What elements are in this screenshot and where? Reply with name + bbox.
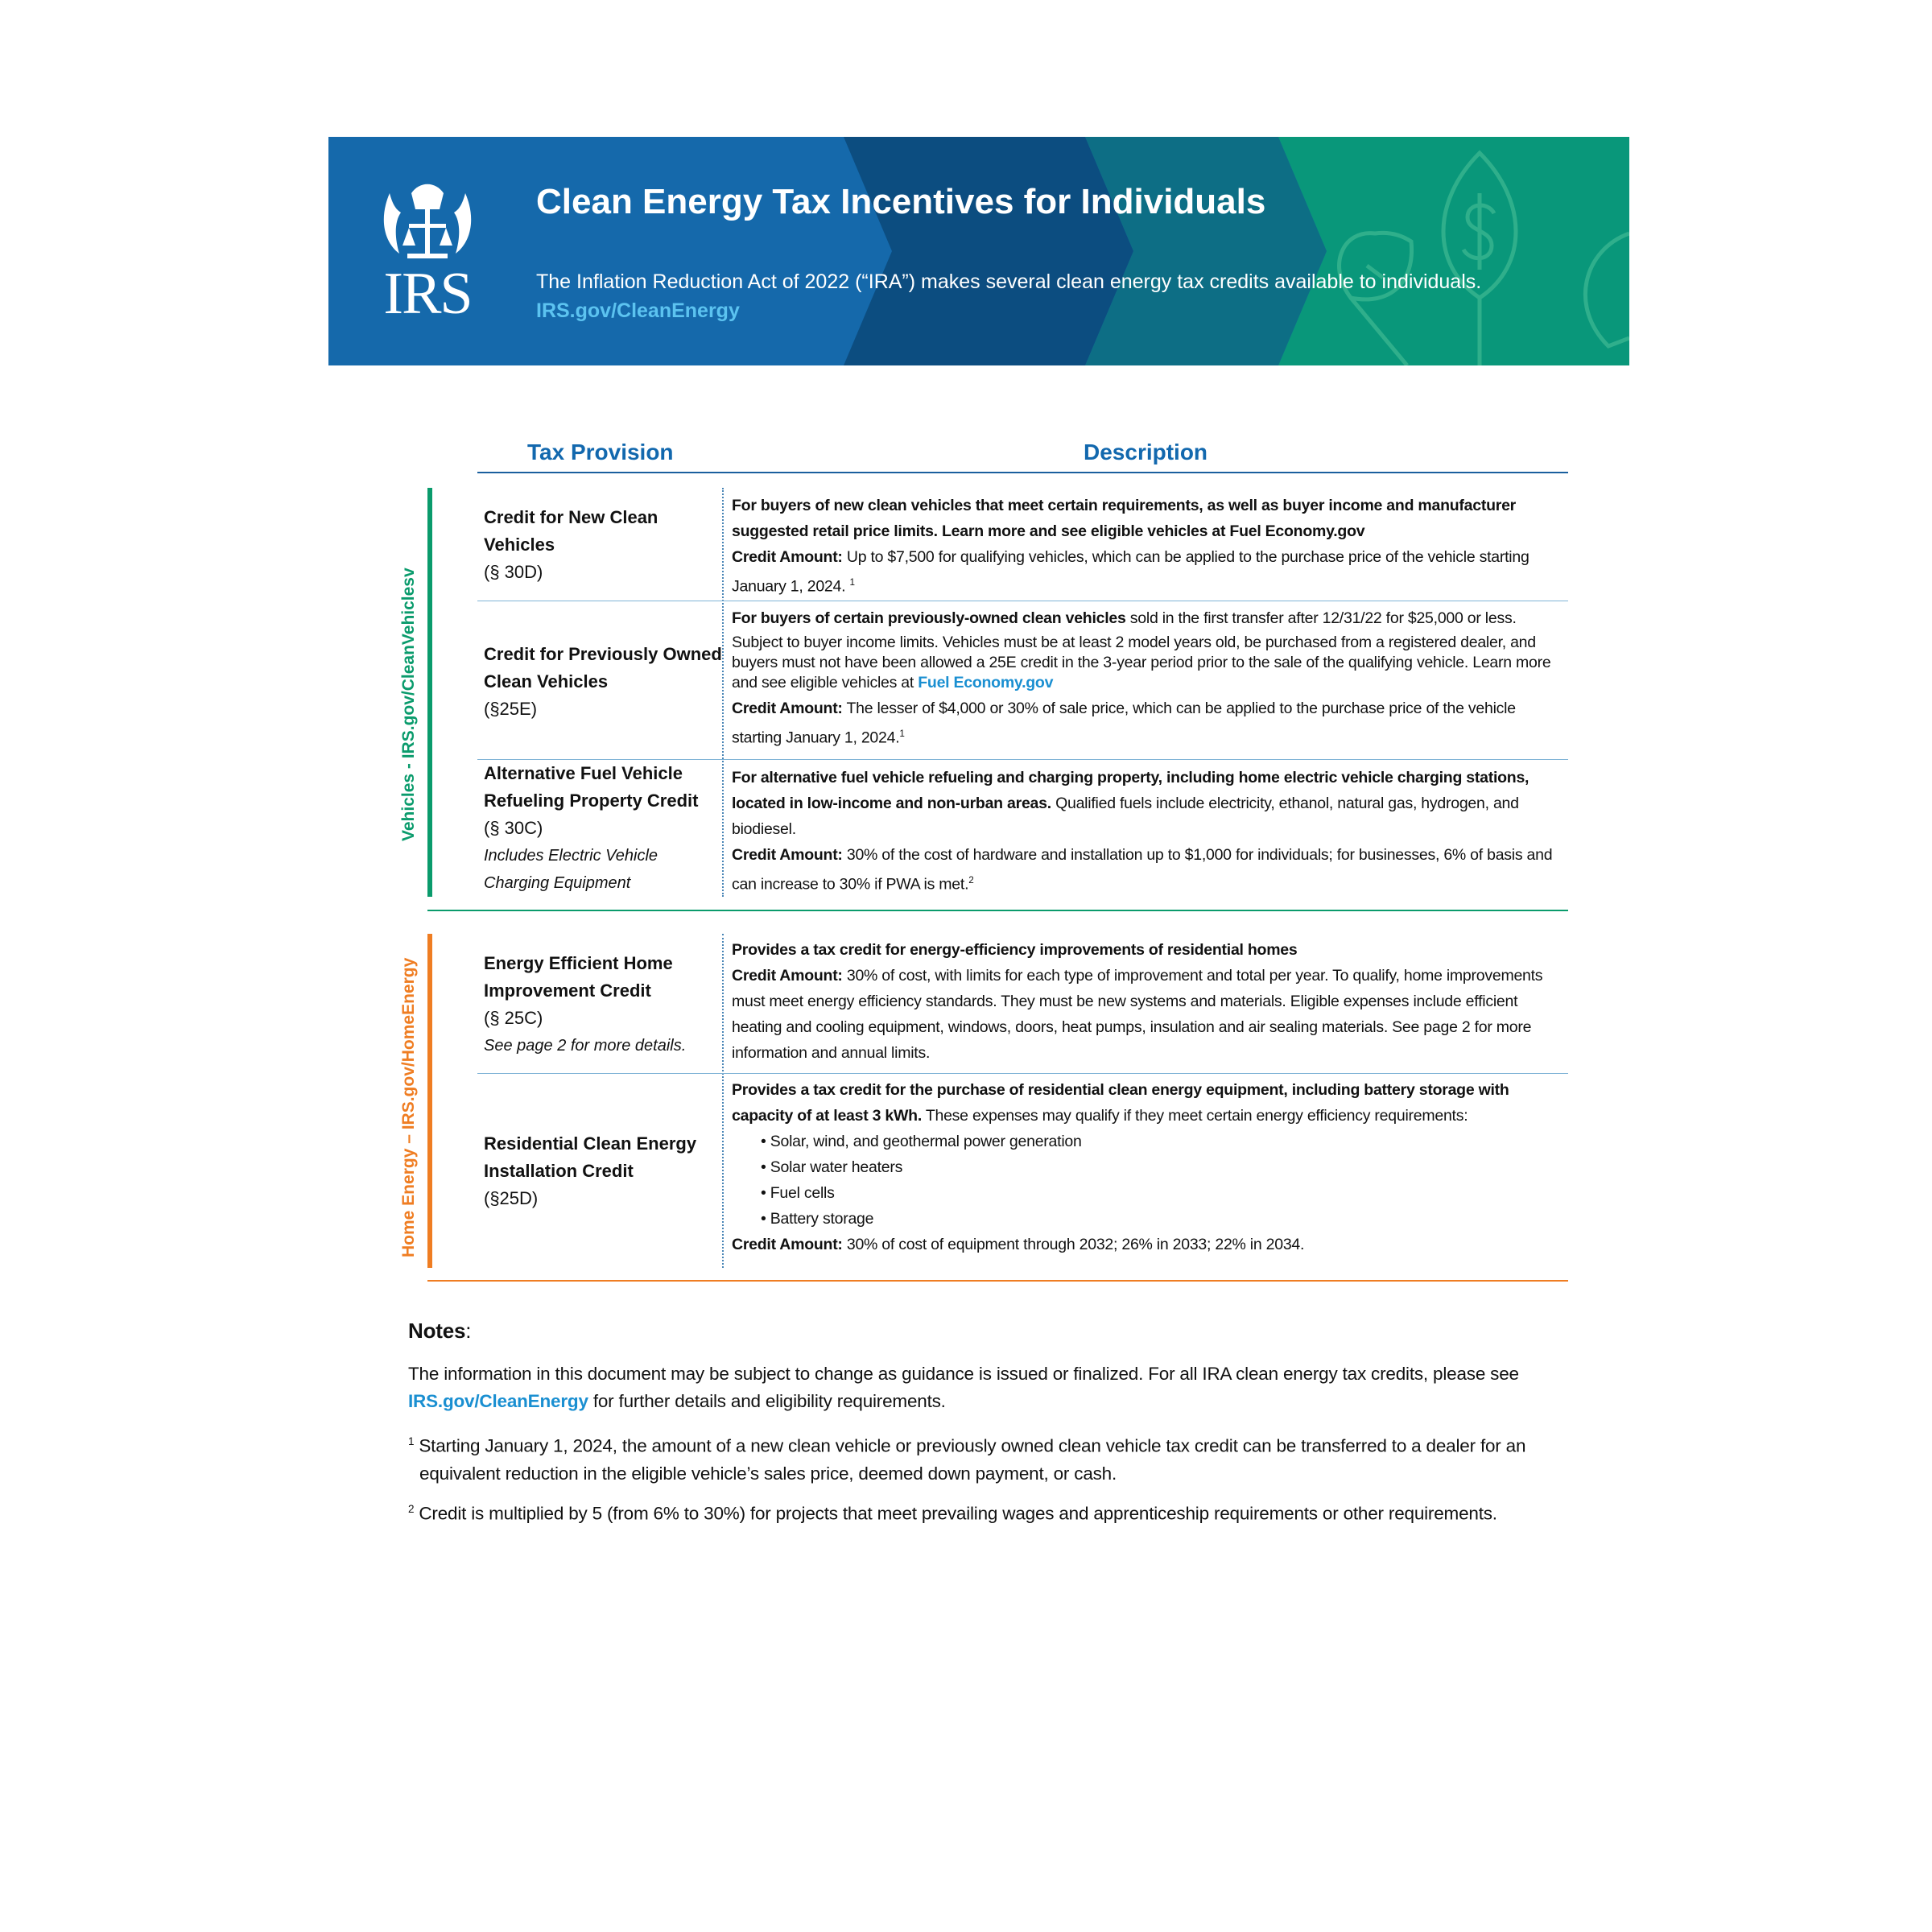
credit-amount-text: 30% of cost of equipment through 2032; 26% in 2033; 22% in 2034. — [842, 1236, 1305, 1253]
bullet-item: • Fuel cells — [761, 1184, 835, 1202]
credit-amount-label: Credit Amount: — [732, 548, 843, 566]
eagle-emblem-icon — [375, 177, 480, 266]
credit-amount-text: 30% of cost, with limits for each type of improvement and total per year. To qualify, home improvements must meet energy efficiency standards. They must be new systems and materials. Eligible expenses include efficient heating and cooling equipment, windows, doors, heat pumps, insulation and air sealing materials. See page 2 for more information and annual limits. — [732, 967, 1543, 1062]
provision-name: Energy Efficient Home Improvement Credit — [484, 953, 673, 1001]
page-title: Clean Energy Tax Incentives for Individuals — [536, 182, 1266, 221]
credit-amount-text: Up to $7,500 for qualifying vehicles, which can be applied to the purchase price of the vehicle starting January 1, 2024. — [732, 548, 1530, 596]
bullet-item: • Solar water heaters — [761, 1158, 903, 1176]
description-new-clean-vehicles — [732, 493, 1569, 600]
provision-section: (§ 30C) — [484, 818, 543, 838]
provision-home-improvement — [484, 950, 725, 1059]
page-subtitle: The Inflation Reduction Act of 2022 (“IRA”) makes several clean energy tax credits available to individuals. — [536, 270, 1482, 293]
provision-section: (§25D) — [484, 1188, 539, 1208]
provision-section: (§ 30D) — [484, 562, 543, 582]
irs-logo — [375, 177, 480, 330]
provision-name: Alternative Fuel Vehicle Refueling Property Credit — [484, 763, 699, 811]
provision-previously-owned-vehicles — [484, 641, 725, 723]
vehicles-group-label: Vehicles - IRS.gov/CleanVehiclesv — [399, 568, 418, 841]
footnote-mark: 1 — [408, 1435, 415, 1447]
credit-amount-label: Credit Amount: — [732, 846, 843, 864]
home-group-label: Home Energy – IRS.gov/HomeEnergy — [399, 957, 418, 1257]
description-detail: Subject to buyer income limits. Vehicles must be at least 2 model years old, be purchased from a registered dealer, and buyers must not have been allowed a 25E credit in the 3-year period prior to the sale of the qualifying vehicle. Learn more and see eligible vehicles at — [732, 634, 1551, 691]
description-lead: Provides a tax credit for energy-efficiency improvements of residential homes — [732, 941, 1298, 959]
description-lead: Provides a tax credit for the purchase of residential clean energy equipment, including battery storage with capacity of at least 3 kWh. — [732, 1081, 1509, 1125]
credit-amount-label: Credit Amount: — [732, 1236, 843, 1253]
provision-name: Credit for New Clean Vehicles — [484, 507, 658, 555]
footnote-text: Starting January 1, 2024, the amount of a new clean vehicle or previously owned clean vehicle tax credit can be transferred to a dealer for an equivalent reduction in the eligible vehicle’s sales price, deemed down payment, or cash. — [414, 1435, 1526, 1484]
vehicles-group-rule — [427, 910, 1568, 911]
notes-heading-colon: : — [465, 1319, 472, 1343]
description-text: These expenses may qualify if they meet certain energy efficiency requirements: — [922, 1107, 1468, 1125]
description-alternative-fuel — [732, 765, 1569, 898]
clean-energy-link[interactable]: IRS.gov/CleanEnergy — [536, 299, 740, 322]
row-divider — [477, 1073, 1568, 1074]
footnote-ref: 2 — [968, 875, 974, 886]
description-text: sold in the first transfer after 12/31/22 for $25,000 or less. — [1125, 609, 1517, 627]
description-residential-clean-energy — [732, 1077, 1569, 1257]
bullet-text: Solar, wind, and geothermal power generation — [770, 1133, 1082, 1150]
notes-text-tail: for further details and eligibility requirements. — [588, 1391, 946, 1411]
notes-text: The information in this document may be subject to change as guidance is issued or finalized. For all IRA clean energy tax credits, please see — [408, 1364, 1519, 1384]
credit-amount-label: Credit Amount: — [732, 967, 843, 985]
banner-background — [328, 137, 1629, 365]
footnote-2 — [408, 1496, 1567, 1528]
logo-text: IRS — [383, 261, 472, 327]
home-group-bar — [427, 934, 432, 1268]
bullet-text: Solar water heaters — [770, 1158, 903, 1176]
bullet-text: Fuel cells — [770, 1184, 835, 1202]
header-rule — [477, 472, 1568, 473]
description-lead: For buyers of new clean vehicles that meet certain requirements, as well as buyer income and manufacturer suggested retail price limits. Learn more and see eligible vehicles at Fuel Economy.gov — [732, 497, 1517, 540]
credit-amount-text: The lesser of $4,000 or 30% of sale price, which can be applied to the purchase price of the vehicle starting January 1, 2024. — [732, 700, 1516, 747]
notes-heading-text: Notes — [408, 1319, 466, 1343]
footnote-ref: 1 — [899, 729, 905, 739]
footnote-1 — [408, 1428, 1579, 1488]
description-previously-owned-vehicles — [732, 605, 1569, 751]
vehicles-group-bar — [427, 488, 432, 897]
clean-energy-notes-link[interactable]: IRS.gov/CleanEnergy — [408, 1391, 588, 1411]
footnote-text: Credit is multiplied by 5 (from 6% to 30%) for projects that meet prevailing wages and apprenticeship requirements or other requirements. — [414, 1503, 1497, 1524]
description-lead: For buyers of certain previously-owned clean vehicles — [732, 609, 1126, 627]
provision-alternative-fuel — [484, 760, 725, 897]
header-banner — [328, 137, 1629, 365]
column-header-provision: Tax Provision — [527, 440, 674, 464]
provision-residential-clean-energy — [484, 1130, 725, 1212]
description-home-improvement — [732, 937, 1569, 1066]
provision-section: (§ 25C) — [484, 1008, 543, 1028]
credit-amount-text: 30% of the cost of hardware and installation up to $1,000 for individuals; for businesses, 6% of basis and can increase to 30% if PWA is met. — [732, 846, 1553, 894]
fuel-economy-link[interactable]: Fuel Economy.gov — [918, 674, 1054, 691]
notes-paragraph — [408, 1360, 1567, 1415]
description-lead: For alternative fuel vehicle refueling and charging property, including home electric vehicle charging stations, located in low-income and non-urban areas. — [732, 769, 1530, 812]
provision-note: See page 2 for more details. — [484, 1037, 687, 1055]
provision-section: (§25E) — [484, 699, 538, 719]
column-header-description: Description — [1084, 440, 1208, 464]
provision-name: Credit for Previously Owned Clean Vehicles — [484, 644, 722, 691]
home-group-rule — [427, 1280, 1568, 1282]
provision-note: Includes Electric Vehicle Charging Equipment — [484, 847, 658, 892]
bullet-item: • Battery storage — [761, 1210, 874, 1228]
description-text: Qualified fuels include electricity, ethanol, natural gas, hydrogen, and biodiesel. — [732, 795, 1519, 838]
provision-new-clean-vehicles — [484, 504, 725, 586]
bullet-item: • Solar, wind, and geothermal power generation — [761, 1133, 1082, 1150]
bullet-text: Battery storage — [770, 1210, 874, 1228]
footnote-mark: 2 — [408, 1503, 415, 1515]
footnote-ref: 1 — [849, 577, 855, 588]
credit-amount-label: Credit Amount: — [732, 700, 843, 717]
provision-name: Residential Clean Energy Installation Credit — [484, 1133, 697, 1181]
notes-heading — [408, 1317, 1567, 1344]
